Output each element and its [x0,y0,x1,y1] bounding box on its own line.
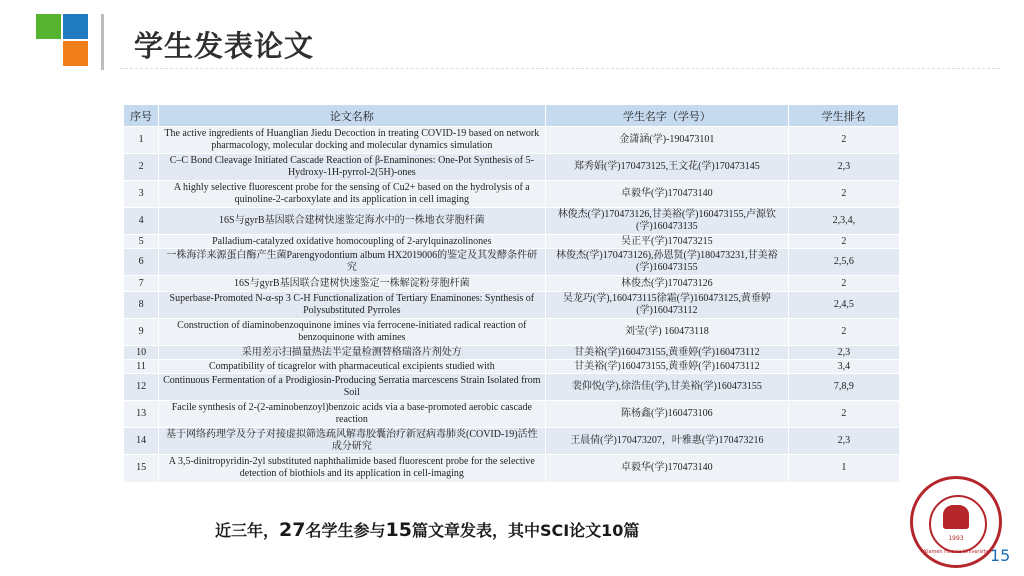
table-header-row [124,105,899,127]
table-row [124,276,899,292]
cell-rank: 2 [789,319,899,346]
papers-table [123,104,899,482]
cell-rank: 2 [789,127,899,154]
cell-title: C–C Bond Cleavage Initiated Cascade Reaction of β-Enaminones: One-Pot Synthesis of 5-Hydroxy-1H-pyrrol-2(5H)-ones [159,154,545,181]
cell-no: 9 [124,319,159,346]
cell-title: 基于网络药理学及分子对接虚拟筛选疏风解毒胶囊治疗新冠病毒肺炎(COVID-19)活性成分研究 [159,428,545,455]
cell-students: 卓毅华(学)170473140 [545,455,789,482]
cell-no: 7 [124,276,159,292]
cell-title: The active ingredients of Huanglian Jiedu Decoction in treating COVID-19 based on network pharmacology, molecular docking and molecular dynamics simulation [159,127,545,154]
cell-students: 金潇涵(学)-190473101 [545,127,789,154]
cell-title: A highly selective fluorescent probe for the sensing of Cu2+ based on the hydrolysis of a quinoline-2-carboxylate and its application in cell imaging [159,181,545,208]
cell-title: 16S与gyrB基因联合建树快速鉴定海水中的一株地衣芽胞杆菌 [159,208,545,235]
cell-rank: 2,3,4, [789,208,899,235]
header-title: 论文名称 [159,105,545,127]
cell-students: 林俊杰(学)170473126,甘美裕(学)160473155,卢源钦(学)160473135 [545,208,789,235]
table-row [124,346,899,360]
cell-students: 卓毅华(学)170473140 [545,181,789,208]
cell-no: 4 [124,208,159,235]
cell-no: 15 [124,455,159,482]
cell-no: 5 [124,235,159,249]
cell-rank: 1 [789,455,899,482]
cell-rank: 2,3 [789,428,899,455]
cell-no: 1 [124,127,159,154]
cell-students: 陈杨鑫(学)160473106 [545,401,789,428]
cell-title: 采用差示扫描量热法半定量检测替格瑞洛片剂处方 [159,346,545,360]
table-row [124,208,899,235]
table-row [124,455,899,482]
table-row [124,235,899,249]
cell-no: 13 [124,401,159,428]
cell-students: 林俊杰(学)170473126 [545,276,789,292]
cell-rank: 2 [789,401,899,428]
logo-orange-square [63,41,88,66]
cell-title: Palladium-catalyzed oxidative homocoupling of 2-arylquinazolinones [159,235,545,249]
logo-blue-square [63,14,88,39]
cell-students: 吴正平(学)170473215 [545,235,789,249]
logo [36,14,88,66]
cell-rank: 2 [789,181,899,208]
table-row [124,127,899,154]
seal-year: 1993 [948,535,964,542]
page-title: 学生发表论文 [134,29,315,63]
cell-students: 裴仰悦(学),徐浩佳(学),甘美裕(学)160473155 [545,374,789,401]
cell-no: 11 [124,360,159,374]
title-divider [101,14,104,70]
cell-rank: 2,4,5 [789,292,899,319]
cell-students: 王晨倩(学)170473207，叶雅惠(学)170473216 [545,428,789,455]
cell-students: 甘美裕(学)160473155,黄垂婷(学)160473112 [545,346,789,360]
cell-title: A 3,5-dinitropyridin-2yl substituted naphthalimide based fluorescent probe for the selective detection of biothiols and its application in cell-imaging [159,455,545,482]
cell-no: 6 [124,249,159,276]
cell-no: 14 [124,428,159,455]
cell-students: 刘莹(学) 160473118 [545,319,789,346]
cell-students: 郑秀娟(学)170473125,王文花(学)170473145 [545,154,789,181]
summary-prefix: 近三年， [215,521,280,540]
cell-title: Compatibility of ticagrelor with pharmaceutical excipients studied with [159,360,545,374]
table-row [124,181,899,208]
table-row [124,292,899,319]
logo-green-square [36,14,61,39]
summary-mid: 名学生参与 [305,521,386,540]
cell-no: 12 [124,374,159,401]
cell-rank: 2,5,6 [789,249,899,276]
cell-rank: 2,3 [789,154,899,181]
page-number: 15 [990,546,1011,565]
cell-no: 8 [124,292,159,319]
summary-papers-count: 15 [385,519,412,541]
header-rule [120,68,1000,69]
cell-title: Superbase-Promoted N-α-sp 3 C-H Functionalization of Tertiary Enaminones: Synthesis of Polysubstituted Pyrroles [159,292,545,319]
table-row [124,249,899,276]
table-row [124,401,899,428]
table-row [124,360,899,374]
cell-title: Continuous Fermentation of a Prodigiosin-Producing Serratia marcescens Strain Isolated from Soil [159,374,545,401]
summary-text [215,518,639,541]
seal-text: Xiamen Huaxia University [923,549,989,555]
cell-title: Construction of diaminobenzoquinone imines via ferrocene-initiated radical reaction of benzoquinone with amines [159,319,545,346]
header-rank: 学生排名 [789,105,899,127]
cell-students: 林俊杰(学)170473126),孙恩贤(学)180473231,甘美裕(学)160473155 [545,249,789,276]
cell-rank: 3,4 [789,360,899,374]
table-row [124,374,899,401]
table-row [124,319,899,346]
table-row [124,154,899,181]
cell-title: Facile synthesis of 2-(2-aminobenzoyl)benzoic acids via a base-promoted aerobic cascade reaction [159,401,545,428]
cell-title: 16S与gyrB基因联合建树快速鉴定一株解淀粉芽胞杆菌 [159,276,545,292]
cell-no: 2 [124,154,159,181]
university-seal [910,476,1002,568]
summary-suffix: 篇文章发表，其中SCI论文10篇 [411,521,640,540]
cell-rank: 7,8,9 [789,374,899,401]
logo-white-square [36,41,61,66]
seal-emblem-icon [943,505,969,529]
cell-title: 一株海洋来源蛋白酶产生菌Parengyodontium album HX2019006的鉴定及其发酵条件研究 [159,249,545,276]
cell-students: 甘美裕(学)160473155,黄垂婷(学)160473112 [545,360,789,374]
summary-students-count: 27 [279,519,306,541]
cell-rank: 2 [789,235,899,249]
cell-no: 10 [124,346,159,360]
cell-no: 3 [124,181,159,208]
cell-students: 吴龙巧(学),160473115徐霜(学)160473125,黄垂婷(学)160473112 [545,292,789,319]
cell-rank: 2 [789,276,899,292]
header-students: 学生名字（学号） [545,105,789,127]
table-row [124,428,899,455]
header-no: 序号 [124,105,159,127]
cell-rank: 2,3 [789,346,899,360]
